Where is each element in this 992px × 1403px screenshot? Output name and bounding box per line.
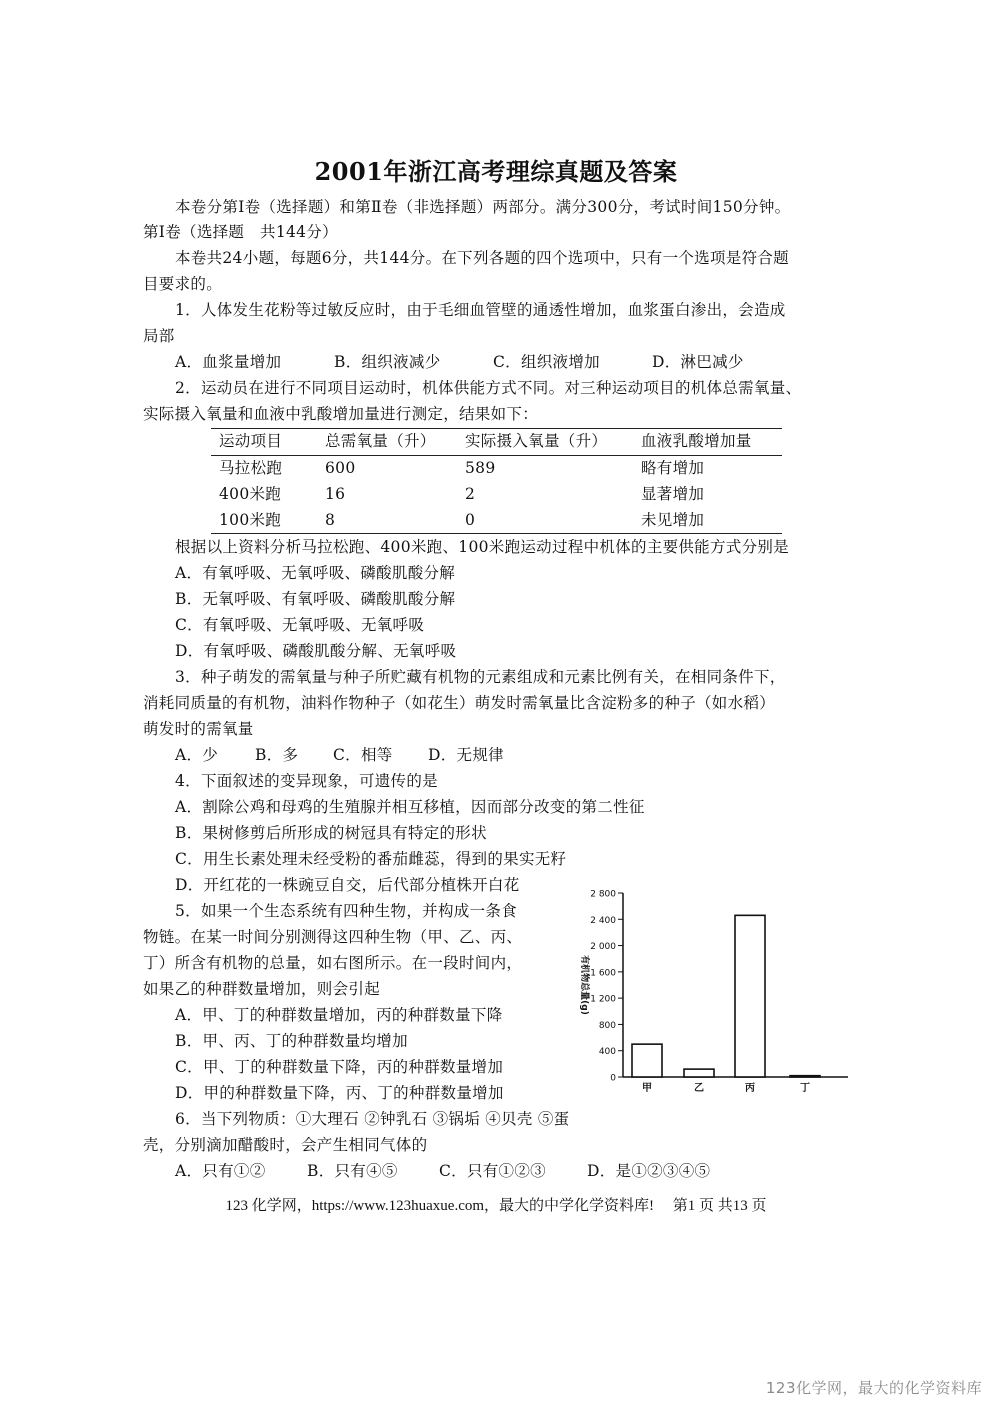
q3-stem-cont: 消耗同质量的有机物，油料作物种子（如花生）萌发时需氧量比含淀粉多的种子（如水稻） bbox=[143, 694, 776, 712]
table-bottom-rule bbox=[211, 533, 782, 534]
q6-stem: 6．当下列物质：①大理石 ②钟乳石 ③锅垢 ④贝壳 ⑤蛋 bbox=[175, 1110, 570, 1128]
q4-option-b: B．果树修剪后所形成的树冠具有特定的形状 bbox=[175, 824, 487, 842]
q1-option-b: B．组织液减少 bbox=[334, 353, 441, 371]
q3-stem-cont: 萌发时的需氧量 bbox=[143, 720, 254, 738]
x-tick-label: 甲 bbox=[642, 1083, 652, 1094]
q6-option-c: C．只有①②③ bbox=[439, 1162, 546, 1180]
q1-option-a: A．血浆量增加 bbox=[175, 353, 282, 371]
table-cell: 略有增加 bbox=[641, 459, 705, 477]
table-top-rule bbox=[211, 428, 782, 429]
q2-stem: 2．运动员在进行不同项目运动时，机体供能方式不同。对三种运动项目的机体总需氧量、 bbox=[175, 379, 802, 397]
organic-matter-bar-chart bbox=[560, 885, 860, 1100]
table-cell: 未见增加 bbox=[641, 511, 705, 529]
site-watermark: 123化学网，最大的化学资料库 bbox=[765, 1379, 982, 1397]
bar bbox=[684, 1069, 714, 1077]
q6-option-b: B．只有④⑤ bbox=[307, 1162, 398, 1180]
table-cell: 100米跑 bbox=[219, 511, 282, 529]
q3-option-c: C．相等 bbox=[333, 746, 393, 764]
q4-option-a: A．割除公鸡和母鸡的生殖腺并相互移植，因而部分改变的第二性征 bbox=[175, 798, 645, 816]
q6-stem-cont: 壳，分别滴加醋酸时，会产生相同气体的 bbox=[143, 1136, 428, 1154]
table-cell: 8 bbox=[325, 511, 336, 529]
page-footer: 123 化学网，https://www.123huaxue.com，最大的中学化学资料库! 第1 页 共13 页 bbox=[225, 1198, 767, 1214]
bar bbox=[632, 1044, 662, 1077]
table-header-cell: 运动项目 bbox=[219, 432, 283, 450]
table-header-cell: 血液乳酸增加量 bbox=[641, 432, 752, 450]
table-cell: 显著增加 bbox=[641, 485, 705, 503]
table-cell: 0 bbox=[465, 511, 476, 529]
q3-stem: 3．种子萌发的需氧量与种子所贮藏有机物的元素组成和元素比例有关，在相同条件下， bbox=[175, 668, 786, 686]
q5-stem-cont: 如果乙的种群数量增加，则会引起 bbox=[143, 980, 381, 998]
y-tick-label: 2 800 bbox=[590, 889, 616, 900]
x-tick-label: 乙 bbox=[694, 1083, 704, 1094]
q6-option-a: A．只有①② bbox=[175, 1162, 266, 1180]
bar bbox=[790, 1076, 820, 1077]
q6-option-d: D．是①②③④⑤ bbox=[587, 1162, 711, 1180]
x-tick-label: 丁 bbox=[800, 1083, 810, 1094]
q5-option-a: A．甲、丁的种群数量增加，丙的种群数量下降 bbox=[175, 1006, 503, 1024]
q3-option-d: D．无规律 bbox=[428, 746, 504, 764]
q2-option-a: A．有氧呼吸、无氧呼吸、磷酸肌酸分解 bbox=[175, 564, 456, 582]
table-cell: 600 bbox=[325, 459, 356, 477]
part1-description: 本卷共24小题，每题6分，共144分。在下列各题的四个选项中，只有一个选项是符合题 bbox=[175, 249, 789, 267]
q2-question: 根据以上资料分析马拉松跑、400米跑、100米跑运动过程中机体的主要供能方式分别是 bbox=[175, 538, 789, 556]
y-tick-label: 800 bbox=[598, 1020, 616, 1031]
q2-option-d: D．有氧呼吸、磷酸肌酸分解、无氧呼吸 bbox=[175, 642, 457, 660]
q1-option-d: D．淋巴减少 bbox=[652, 353, 744, 371]
q4-option-c: C．用生长素处理未经受粉的番茄雌蕊，得到的果实无籽 bbox=[175, 850, 567, 868]
q3-option-a: A．少 bbox=[175, 746, 219, 764]
q5-stem: 5．如果一个生态系统有四种生物，并构成一条食 bbox=[175, 902, 517, 920]
bar bbox=[735, 915, 765, 1077]
y-tick-label: 400 bbox=[598, 1047, 616, 1058]
table-cell: 16 bbox=[325, 485, 346, 503]
table-header-cell: 实际摄入氧量（升） bbox=[465, 432, 608, 450]
q4-stem: 4．下面叙述的变异现象，可遗传的是 bbox=[175, 772, 438, 790]
q5-option-d: D．甲的种群数量下降，丙、丁的种群数量增加 bbox=[175, 1084, 504, 1102]
q1-stem: 1．人体发生花粉等过敏反应时，由于毛细血管壁的通透性增加，血浆蛋白渗出，会造成 bbox=[175, 301, 786, 319]
q3-option-b: B．多 bbox=[255, 746, 299, 764]
q1-option-c: C．组织液增加 bbox=[493, 353, 600, 371]
y-axis-label: 有机物总量(g) bbox=[579, 955, 589, 1015]
page-title: 2001年浙江高考理综真题及答案 bbox=[314, 157, 678, 186]
q2-option-b: B．无氧呼吸、有氧呼吸、磷酸肌酸分解 bbox=[175, 590, 456, 608]
table-cell: 589 bbox=[465, 459, 496, 477]
table-cell: 400米跑 bbox=[219, 485, 282, 503]
q5-stem-cont: 物链。在某一时间分别测得这四种生物（甲、乙、丙、 bbox=[143, 928, 523, 946]
q4-option-d: D．开红花的一株豌豆自交，后代部分植株开白花 bbox=[175, 876, 520, 894]
table-header-rule bbox=[211, 455, 782, 456]
q2-stem-cont: 实际摄入氧量和血液中乳酸增加量进行测定，结果如下： bbox=[143, 405, 539, 423]
table-cell: 2 bbox=[465, 485, 476, 503]
y-tick-label: 1 200 bbox=[590, 994, 616, 1005]
y-tick-label: 0 bbox=[610, 1073, 616, 1084]
q5-option-b: B．甲、丙、丁的种群数量均增加 bbox=[175, 1032, 408, 1050]
y-tick-label: 1 600 bbox=[590, 968, 616, 979]
part1-heading: 第Ⅰ卷（选择题 共144分） bbox=[143, 223, 338, 241]
table-header-cell: 总需氧量（升） bbox=[325, 432, 436, 450]
y-tick-label: 2 400 bbox=[590, 915, 616, 926]
q1-stem-cont: 局部 bbox=[143, 327, 175, 345]
q5-stem-cont: 丁）所含有机物的总量，如右图所示。在一段时间内， bbox=[143, 954, 523, 972]
intro-text: 本卷分第Ⅰ卷（选择题）和第Ⅱ卷（非选择题）两部分。满分300分，考试时间150分钟。 bbox=[175, 198, 791, 216]
q5-option-c: C．甲、丁的种群数量下降，丙的种群数量增加 bbox=[175, 1058, 504, 1076]
y-tick-label: 2 000 bbox=[590, 942, 616, 953]
part1-description-cont: 目要求的。 bbox=[143, 275, 223, 293]
x-tick-label: 丙 bbox=[745, 1083, 755, 1094]
q2-option-c: C．有氧呼吸、无氧呼吸、无氧呼吸 bbox=[175, 616, 425, 634]
table-cell: 马拉松跑 bbox=[219, 459, 283, 477]
